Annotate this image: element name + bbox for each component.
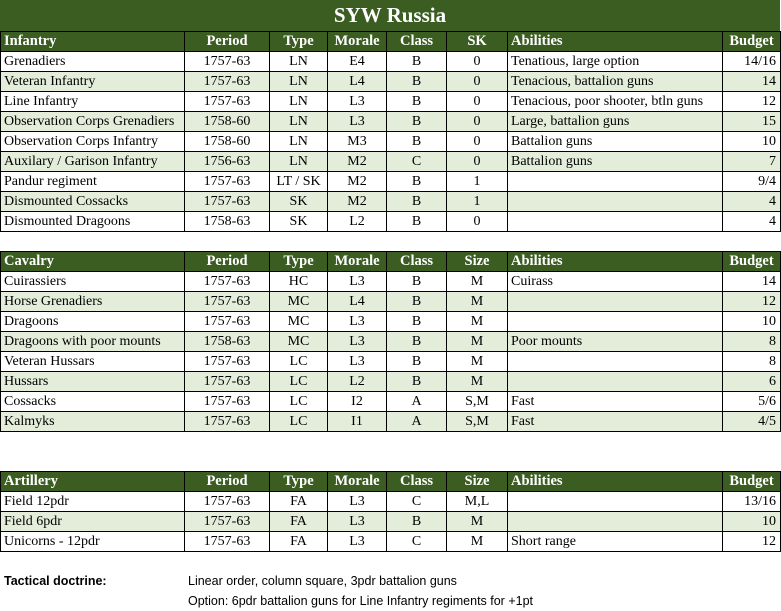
infantry-col-header: SK: [447, 32, 508, 52]
artillery-cell: C: [387, 532, 447, 552]
infantry-cell: Observation Corps Infantry: [1, 132, 185, 152]
cavalry-table-row: [1, 312, 781, 332]
artillery-cell: L3: [328, 492, 387, 512]
cavalry-cell: 8: [723, 332, 781, 352]
infantry-cell: Veteran Infantry: [1, 72, 185, 92]
cavalry-cell: 1757-63: [185, 312, 270, 332]
cavalry-table-row: [1, 372, 781, 392]
infantry-cell: 1: [447, 172, 508, 192]
page-title: SYW Russia: [0, 0, 780, 31]
infantry-cell: M2: [328, 172, 387, 192]
artillery-cell: Field 12pdr: [1, 492, 185, 512]
cavalry-table-row: [1, 272, 781, 292]
infantry-cell: LT / SK: [270, 172, 328, 192]
infantry-cell: 0: [447, 92, 508, 112]
artillery-cell: [508, 512, 723, 532]
infantry-cell: Tenacious, battalion guns: [508, 72, 723, 92]
infantry-col-header: Class: [387, 32, 447, 52]
infantry-table-row: [1, 192, 781, 212]
infantry-cell: 4: [723, 192, 781, 212]
cavalry-cell: L3: [328, 332, 387, 352]
cavalry-cell: 6: [723, 372, 781, 392]
infantry-cell: L2: [328, 212, 387, 232]
infantry-cell: 1757-63: [185, 72, 270, 92]
cavalry-cell: Horse Grenadiers: [1, 292, 185, 312]
infantry-table-row: [1, 172, 781, 192]
artillery-cell: M,L: [447, 492, 508, 512]
infantry-cell: B: [387, 192, 447, 212]
cavalry-cell: LC: [270, 412, 328, 432]
artillery-col-header: Abilities: [508, 472, 723, 492]
infantry-col-header: Period: [185, 32, 270, 52]
cavalry-cell: 1757-63: [185, 292, 270, 312]
cavalry-cell: M: [447, 352, 508, 372]
cavalry-cell: Dragoons: [1, 312, 185, 332]
cavalry-col-header: Class: [387, 252, 447, 272]
artillery-cell: FA: [270, 512, 328, 532]
infantry-cell: [508, 172, 723, 192]
cavalry-table-row: [1, 352, 781, 372]
infantry-cell: 15: [723, 112, 781, 132]
infantry-cell: 1758-60: [185, 132, 270, 152]
cavalry-cell: HC: [270, 272, 328, 292]
artillery-cell: M: [447, 512, 508, 532]
infantry-cell: Observation Corps Grenadiers: [1, 112, 185, 132]
infantry-cell: LN: [270, 92, 328, 112]
cavalry-cell: M: [447, 312, 508, 332]
artillery-table-row: [1, 492, 781, 512]
artillery-cell: 12: [723, 532, 781, 552]
artillery-cell: B: [387, 512, 447, 532]
infantry-table-row: [1, 212, 781, 232]
infantry-cell: 1: [447, 192, 508, 212]
infantry-cell: 9/4: [723, 172, 781, 192]
artillery-cell: M: [447, 532, 508, 552]
cavalry-table-row: [1, 392, 781, 412]
artillery-cell: Unicorns - 12pdr: [1, 532, 185, 552]
infantry-table-row: [1, 52, 781, 72]
cavalry-col-header: Type: [270, 252, 328, 272]
infantry-cell: 10: [723, 132, 781, 152]
cavalry-cell: M: [447, 292, 508, 312]
cavalry-cell: B: [387, 292, 447, 312]
artillery-cell: FA: [270, 532, 328, 552]
infantry-cell: 14/16: [723, 52, 781, 72]
cavalry-cell: Cuirass: [508, 272, 723, 292]
cavalry-col-header: Cavalry: [1, 252, 185, 272]
infantry-table-row: [1, 132, 781, 152]
artillery-cell: 13/16: [723, 492, 781, 512]
cavalry-cell: 1757-63: [185, 352, 270, 372]
cavalry-cell: 1757-63: [185, 412, 270, 432]
infantry-cell: SK: [270, 192, 328, 212]
infantry-cell: Dismounted Dragoons: [1, 212, 185, 232]
infantry-cell: [508, 212, 723, 232]
cavalry-cell: MC: [270, 312, 328, 332]
cavalry-cell: A: [387, 392, 447, 412]
artillery-cell: Field 6pdr: [1, 512, 185, 532]
artillery-cell: 1757-63: [185, 512, 270, 532]
infantry-cell: B: [387, 92, 447, 112]
infantry-cell: 0: [447, 132, 508, 152]
infantry-cell: LN: [270, 72, 328, 92]
cavalry-cell: B: [387, 372, 447, 392]
infantry-cell: Battalion guns: [508, 132, 723, 152]
infantry-cell: 1758-60: [185, 112, 270, 132]
doctrine-line-2: Option: 6pdr battalion guns for Line Infantry regiments for +1pt: [188, 594, 533, 608]
cavalry-cell: S,M: [447, 412, 508, 432]
infantry-cell: LN: [270, 132, 328, 152]
cavalry-cell: 1757-63: [185, 392, 270, 412]
infantry-col-header: Morale: [328, 32, 387, 52]
cavalry-cell: LC: [270, 392, 328, 412]
infantry-cell: 0: [447, 52, 508, 72]
artillery-cell: Short range: [508, 532, 723, 552]
cavalry-col-header: Budget: [723, 252, 781, 272]
artillery-col-header: Artillery: [1, 472, 185, 492]
cavalry-cell: Cossacks: [1, 392, 185, 412]
infantry-cell: L3: [328, 112, 387, 132]
cavalry-col-header: Morale: [328, 252, 387, 272]
doctrine-label: Tactical doctrine:: [4, 574, 107, 588]
infantry-cell: B: [387, 52, 447, 72]
artillery-table: [0, 471, 781, 552]
infantry-cell: Dismounted Cossacks: [1, 192, 185, 212]
artillery-col-header: Class: [387, 472, 447, 492]
infantry-cell: 1757-63: [185, 52, 270, 72]
cavalry-cell: I1: [328, 412, 387, 432]
infantry-cell: 4: [723, 212, 781, 232]
cavalry-table-row: [1, 332, 781, 352]
cavalry-cell: Fast: [508, 412, 723, 432]
infantry-cell: Auxilary / Garison Infantry: [1, 152, 185, 172]
cavalry-col-header: Period: [185, 252, 270, 272]
infantry-cell: M2: [328, 152, 387, 172]
infantry-cell: M3: [328, 132, 387, 152]
infantry-col-header: Type: [270, 32, 328, 52]
cavalry-cell: 8: [723, 352, 781, 372]
infantry-cell: 1756-63: [185, 152, 270, 172]
cavalry-cell: B: [387, 352, 447, 372]
infantry-cell: SK: [270, 212, 328, 232]
infantry-cell: B: [387, 132, 447, 152]
cavalry-col-header: Abilities: [508, 252, 723, 272]
cavalry-cell: I2: [328, 392, 387, 412]
cavalry-cell: L3: [328, 352, 387, 372]
infantry-cell: LN: [270, 52, 328, 72]
infantry-table-row: [1, 72, 781, 92]
infantry-table-row: [1, 152, 781, 172]
cavalry-cell: M: [447, 372, 508, 392]
artillery-cell: 10: [723, 512, 781, 532]
infantry-cell: B: [387, 72, 447, 92]
cavalry-cell: Cuirassiers: [1, 272, 185, 292]
cavalry-cell: MC: [270, 292, 328, 312]
artillery-col-header: Type: [270, 472, 328, 492]
cavalry-cell: L3: [328, 312, 387, 332]
infantry-table: [0, 31, 781, 232]
infantry-cell: 14: [723, 72, 781, 92]
infantry-cell: Grenadiers: [1, 52, 185, 72]
infantry-cell: [508, 192, 723, 212]
artillery-col-header: Budget: [723, 472, 781, 492]
infantry-cell: 1757-63: [185, 192, 270, 212]
infantry-cell: B: [387, 112, 447, 132]
infantry-header-row: [1, 32, 781, 52]
cavalry-cell: Veteran Hussars: [1, 352, 185, 372]
infantry-cell: 1758-63: [185, 212, 270, 232]
artillery-col-header: Morale: [328, 472, 387, 492]
cavalry-table-row: [1, 292, 781, 312]
cavalry-cell: B: [387, 332, 447, 352]
infantry-cell: Line Infantry: [1, 92, 185, 112]
cavalry-cell: S,M: [447, 392, 508, 412]
infantry-cell: L4: [328, 72, 387, 92]
infantry-cell: 7: [723, 152, 781, 172]
infantry-col-header: Infantry: [1, 32, 185, 52]
infantry-cell: B: [387, 172, 447, 192]
infantry-cell: Tenatious, large option: [508, 52, 723, 72]
artillery-cell: 1757-63: [185, 492, 270, 512]
cavalry-cell: B: [387, 272, 447, 292]
cavalry-cell: [508, 372, 723, 392]
cavalry-cell: [508, 292, 723, 312]
infantry-cell: Battalion guns: [508, 152, 723, 172]
cavalry-cell: M: [447, 332, 508, 352]
infantry-cell: L3: [328, 92, 387, 112]
cavalry-cell: L2: [328, 372, 387, 392]
artillery-cell: L3: [328, 512, 387, 532]
cavalry-cell: LC: [270, 352, 328, 372]
infantry-cell: LN: [270, 152, 328, 172]
infantry-cell: B: [387, 212, 447, 232]
infantry-cell: 1757-63: [185, 172, 270, 192]
cavalry-cell: [508, 312, 723, 332]
artillery-cell: C: [387, 492, 447, 512]
infantry-cell: 0: [447, 152, 508, 172]
infantry-cell: 0: [447, 112, 508, 132]
artillery-col-header: Period: [185, 472, 270, 492]
infantry-cell: Tenacious, poor shooter, btln guns: [508, 92, 723, 112]
cavalry-cell: Poor mounts: [508, 332, 723, 352]
infantry-cell: 1757-63: [185, 92, 270, 112]
infantry-cell: E4: [328, 52, 387, 72]
cavalry-cell: 10: [723, 312, 781, 332]
artillery-header-row: [1, 472, 781, 492]
cavalry-cell: LC: [270, 372, 328, 392]
infantry-cell: Pandur regiment: [1, 172, 185, 192]
artillery-cell: 1757-63: [185, 532, 270, 552]
cavalry-table: [0, 251, 781, 432]
cavalry-cell: Dragoons with poor mounts: [1, 332, 185, 352]
cavalry-col-header: Size: [447, 252, 508, 272]
cavalry-table-row: [1, 412, 781, 432]
infantry-cell: LN: [270, 112, 328, 132]
artillery-table-row: [1, 512, 781, 532]
cavalry-cell: Fast: [508, 392, 723, 412]
cavalry-cell: 1757-63: [185, 272, 270, 292]
cavalry-cell: 1757-63: [185, 372, 270, 392]
artillery-col-header: Size: [447, 472, 508, 492]
cavalry-cell: MC: [270, 332, 328, 352]
infantry-cell: 0: [447, 212, 508, 232]
infantry-cell: M2: [328, 192, 387, 212]
cavalry-cell: M: [447, 272, 508, 292]
cavalry-cell: [508, 352, 723, 372]
cavalry-cell: 5/6: [723, 392, 781, 412]
doctrine-line-1: Linear order, column square, 3pdr battalion guns: [188, 574, 457, 588]
cavalry-cell: 14: [723, 272, 781, 292]
cavalry-cell: Kalmyks: [1, 412, 185, 432]
cavalry-cell: Hussars: [1, 372, 185, 392]
infantry-cell: Large, battalion guns: [508, 112, 723, 132]
artillery-table-row: [1, 532, 781, 552]
infantry-table-row: [1, 112, 781, 132]
infantry-cell: 12: [723, 92, 781, 112]
infantry-col-header: Budget: [723, 32, 781, 52]
artillery-cell: [508, 492, 723, 512]
cavalry-cell: A: [387, 412, 447, 432]
cavalry-cell: 12: [723, 292, 781, 312]
infantry-cell: C: [387, 152, 447, 172]
infantry-col-header: Abilities: [508, 32, 723, 52]
cavalry-cell: 4/5: [723, 412, 781, 432]
infantry-cell: 0: [447, 72, 508, 92]
cavalry-cell: 1758-63: [185, 332, 270, 352]
cavalry-cell: L3: [328, 272, 387, 292]
artillery-cell: L3: [328, 532, 387, 552]
cavalry-header-row: [1, 252, 781, 272]
cavalry-cell: B: [387, 312, 447, 332]
artillery-cell: FA: [270, 492, 328, 512]
infantry-table-row: [1, 92, 781, 112]
cavalry-cell: L4: [328, 292, 387, 312]
